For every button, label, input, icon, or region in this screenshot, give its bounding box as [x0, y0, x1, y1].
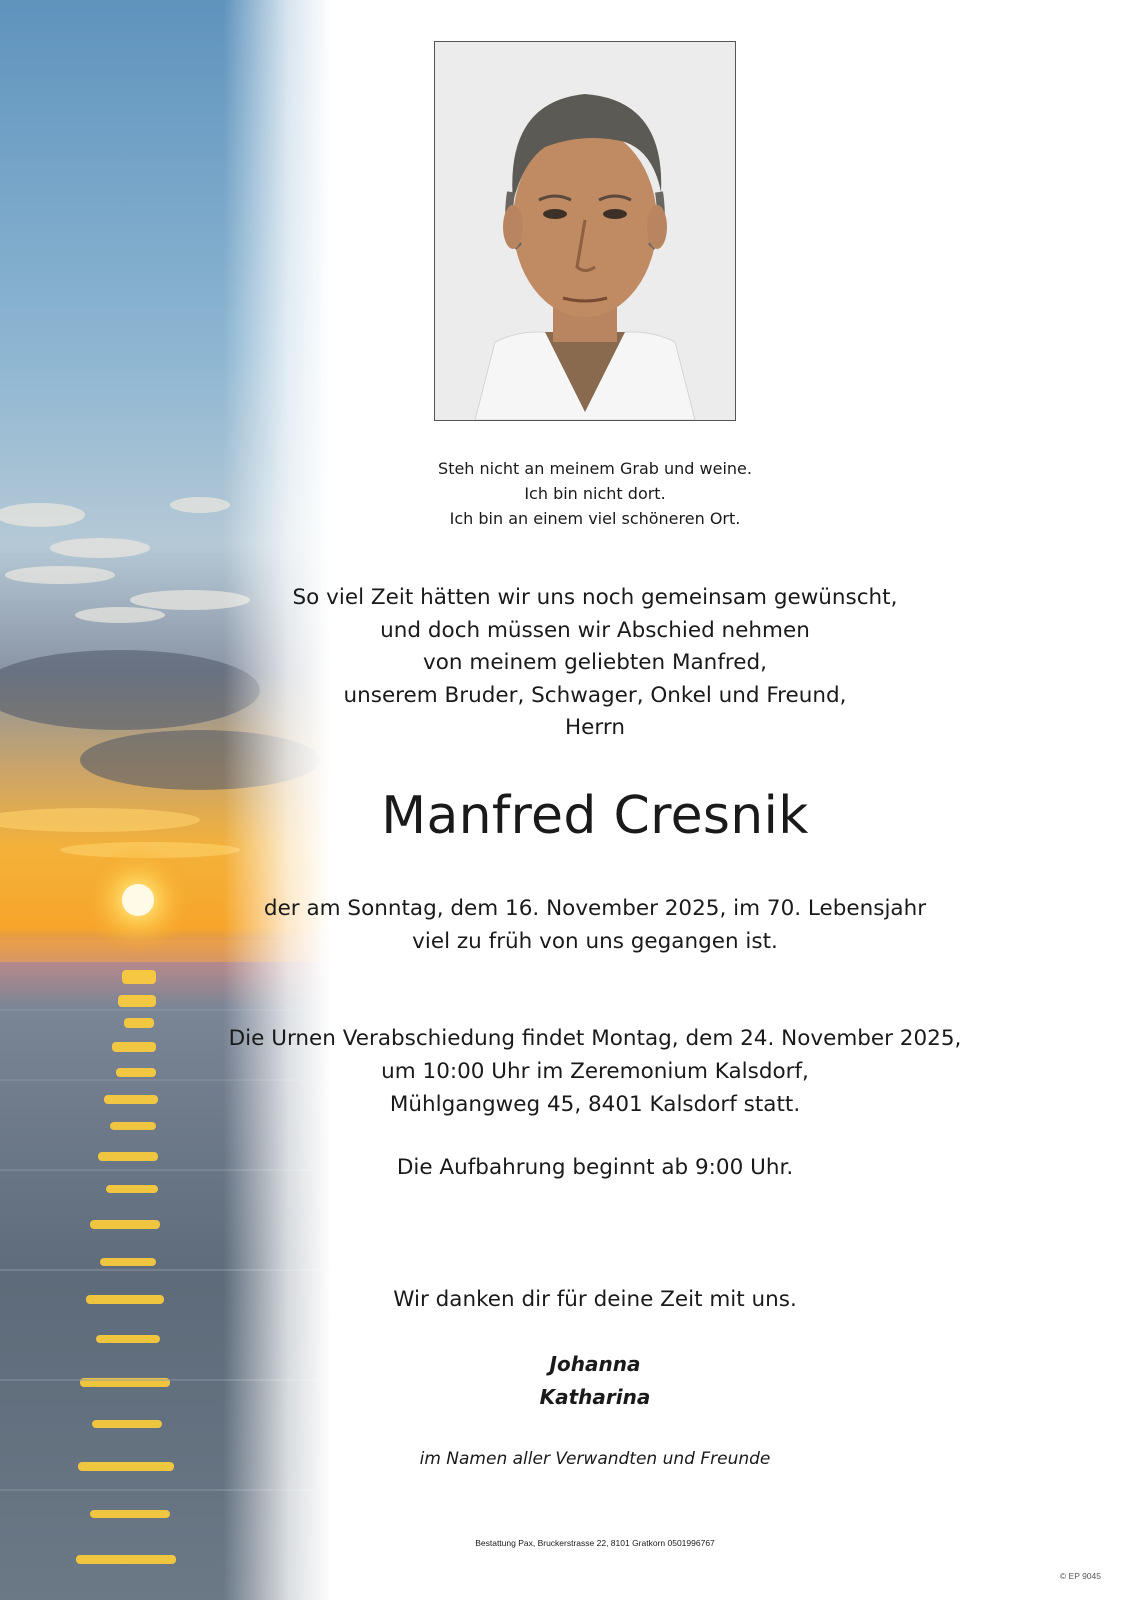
relatives-note — [220, 1446, 970, 1472]
ceremony-line: um 10:00 Uhr im Zeremonium Kalsdorf, — [381, 1059, 809, 1084]
relatives-text: im Namen aller Verwandten und Freunde — [419, 1449, 771, 1469]
death-line: viel zu früh von uns gegangen ist. — [412, 929, 778, 954]
intro-line: Herrn — [565, 715, 625, 740]
ceremony-line: Die Urnen Verabschiedung findet Montag, dem 24. November 2025, — [228, 1026, 962, 1051]
portrait-photo — [434, 41, 736, 421]
thanks-text — [220, 1283, 970, 1316]
deceased-name-text: Manfred Cresnik — [381, 786, 809, 846]
viewing-info — [220, 1151, 970, 1184]
ceremony-line: Mühlgangweg 45, 8401 Kalsdorf statt. — [389, 1092, 801, 1117]
signer-name: Johanna — [549, 1352, 641, 1376]
thanks-line: Wir danken dir für deine Zeit mit uns. — [393, 1287, 797, 1312]
footer-text: Bestattung Pax, Bruckerstrasse 22, 8101 Gratkorn 0501996767 — [475, 1538, 715, 1548]
death-line: der am Sonntag, dem 16. November 2025, im 70. Lebensjahr — [263, 896, 927, 921]
poem-line: Steh nicht an meinem Grab und weine. — [438, 459, 752, 478]
intro-line: und doch müssen wir Abschied nehmen — [380, 617, 810, 643]
signers — [220, 1348, 970, 1414]
poem-line: Ich bin an einem viel schöneren Ort. — [449, 509, 741, 528]
viewing-text: Die Aufbahrung beginnt ab 9:00 Uhr. — [396, 1155, 794, 1180]
poem — [220, 456, 970, 531]
intro-line: von meinem geliebten Manfred, — [423, 650, 767, 675]
signer-name: Katharina — [539, 1385, 651, 1409]
deceased-name — [220, 786, 970, 846]
intro-line: unserem Bruder, Schwager, Onkel und Freund, — [343, 682, 847, 708]
template-code: © EP 9045 — [1059, 1571, 1101, 1581]
funeral-home-footer — [220, 1537, 970, 1549]
intro-line: So viel Zeit hätten wir uns noch gemeinsam gewünscht, — [292, 585, 898, 610]
poem-line: Ich bin nicht dort. — [524, 484, 666, 503]
death-info — [220, 892, 970, 958]
ceremony-info — [220, 1022, 970, 1121]
intro-text — [220, 582, 970, 745]
